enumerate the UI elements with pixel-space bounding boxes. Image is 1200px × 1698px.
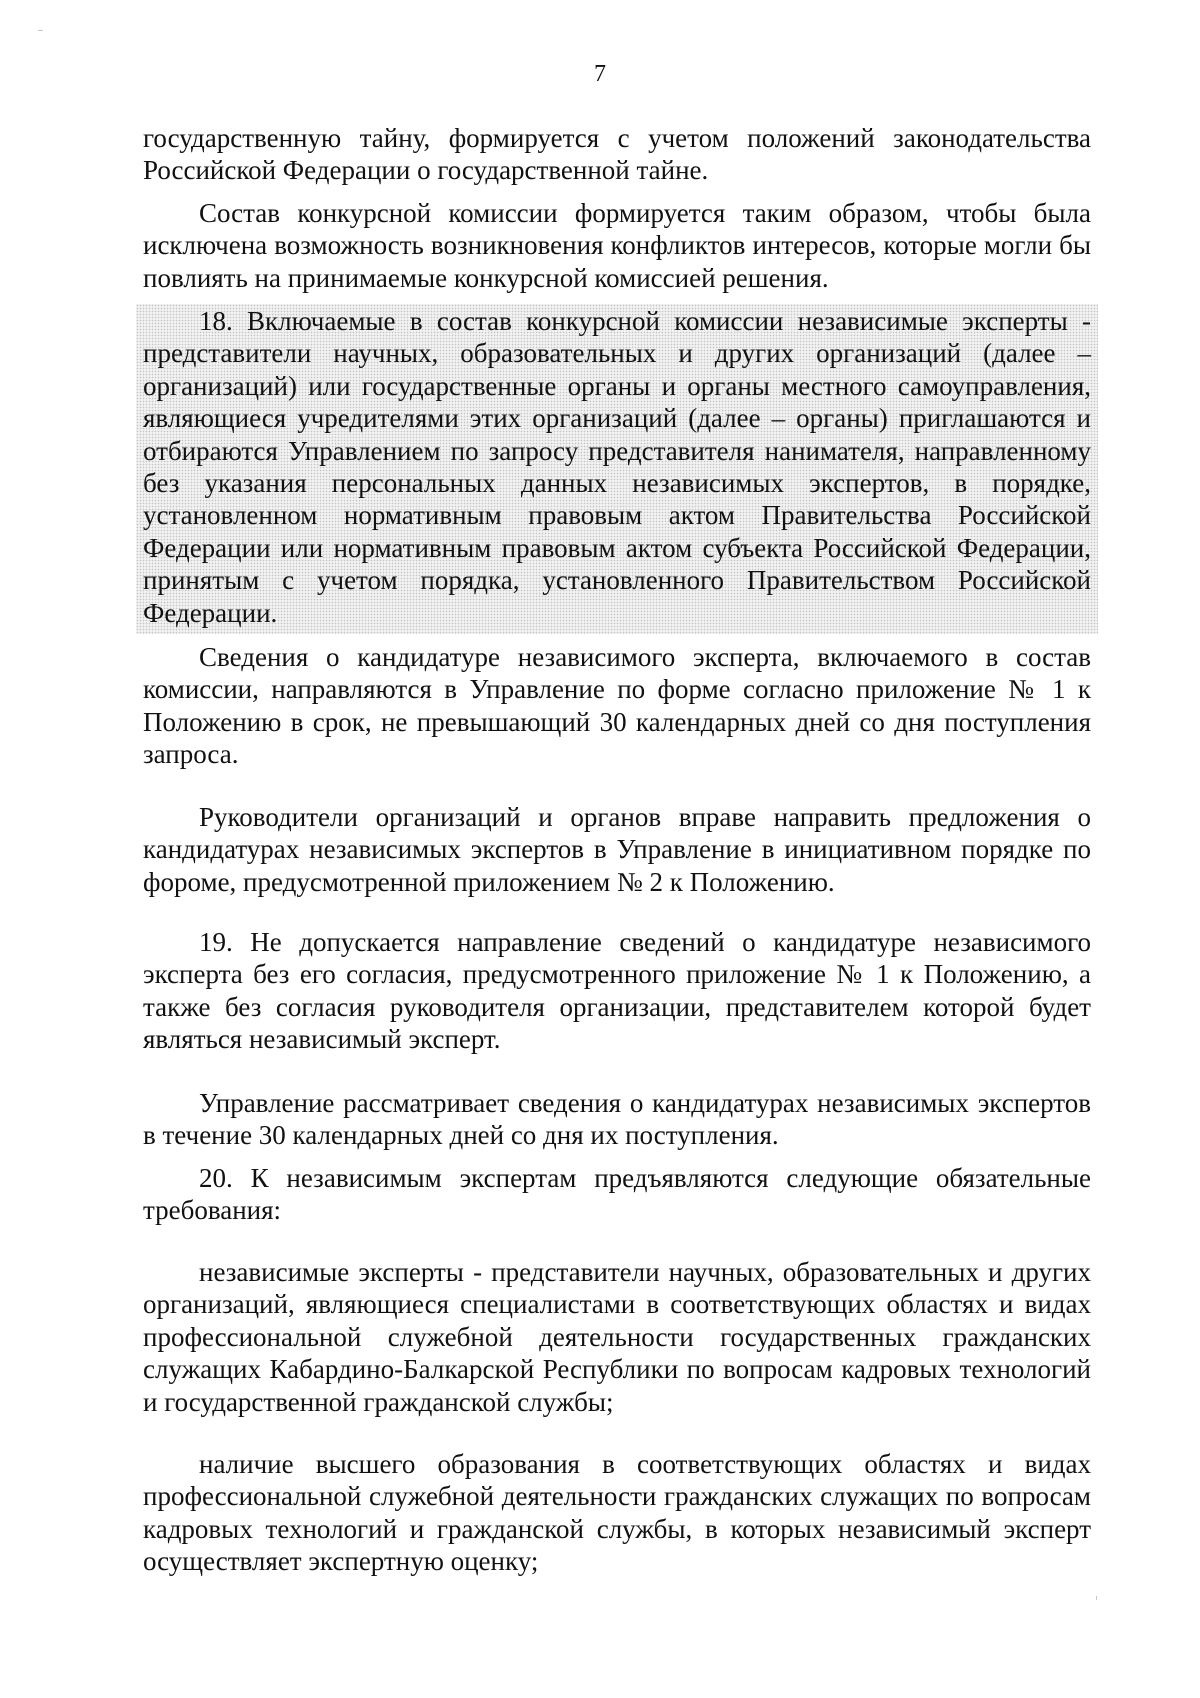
paragraph-clause-18: 18. Включаемые в состав конкурсной комиссии независимые эксперты - представители научных, образовательных и других организаций (далее – организаций) или государственные органы и органы местного самоуправления, являющиеся учредителями этих организаций (далее – органы) приглашаются и отбираются Управлением по запросу представителя нанимателя, направленному без указания персональных данных независимых экспертов, в порядке, установленном нормативным правовым актом Правительства Российской Федерации или нормативным правовым актом субъекта Российской Федерации, принятым с учетом порядка, установленного Правительством Российской Федерации. — [143, 306, 1091, 628]
paragraph-clause-20: 20. К независимым экспертам предъявляются следующие обязательные требования: — [143, 1163, 1091, 1226]
paragraph-clause-19: 19. Не допускается направление сведений о кандидатуре независимого эксперта без его согласия, предусмотренного приложение № 1 к Положению, а также без согласия руководителя организации, представителем которой будет являться независимый эксперт. — [143, 927, 1091, 1055]
scan-artifact-mark — [38, 30, 43, 31]
paragraph-requirement-education: наличие высшего образования в соответствующих областях и видах профессиональной служебной деятельности гражданских служащих по вопросам кадровых технологий и гражданской службы, в которых независимый эксперт осуществляет экспертную оценку; — [143, 1449, 1091, 1577]
paragraph-heads-proposals: Руководители организаций и органов вправе направить предложения о кандидатурах независимых экспертов в Управление в инициативном порядке по фороме, предусмотренной приложением № 2 к Положению. — [143, 802, 1091, 897]
paragraph-continuation: государственную тайну, формируется с учетом положений законодательства Российской Федерации о государственной тайне. — [143, 123, 1091, 186]
page-number: 7 — [594, 61, 606, 87]
paragraph-review-period: Управление рассматривает сведения о кандидатурах независимых экспертов в течение 30 календарных дней со дня их поступления. — [143, 1088, 1091, 1151]
scan-artifact-mark — [1096, 1596, 1097, 1600]
paragraph-requirement-specialists: независимые эксперты - представители научных, образовательных и других организаций, являющиеся специалистами в соответствующих областях и видах профессиональной служебной деятельности государственных гражданских служащих Кабардино-Балкарской Республики по вопросам кадровых технологий и государственной гражданской службы; — [143, 1257, 1091, 1417]
paragraph-candidate-info: Сведения о кандидатуре независимого эксперта, включаемого в состав комиссии, направляются в Управление по форме согласно приложение № 1 к Положению в срок, не превышающий 30 календарных дней со дня поступления запроса. — [143, 642, 1091, 770]
paragraph-commission-composition: Состав конкурсной комиссии формируется таким образом, чтобы была исключена возможность возникновения конфликтов интересов, которые могли бы повлиять на принимаемые конкурсной комиссией решения. — [143, 198, 1091, 293]
